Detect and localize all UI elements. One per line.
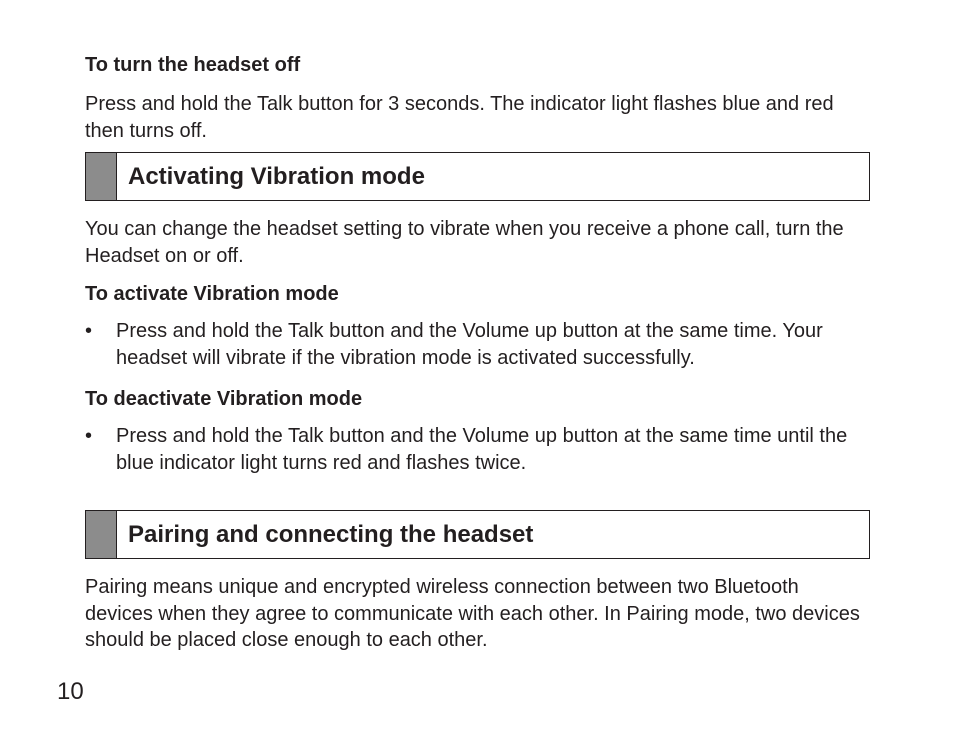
page-number: 10: [57, 678, 84, 705]
deactivate-vibration-heading: To deactivate Vibration mode: [85, 388, 363, 410]
activate-vibration-step: Press and hold the Talk button and the Volume up button at the same time. Your headset will vibrate if the vibration mode is activated successfully.: [116, 320, 823, 369]
turn-off-body: Press and hold the Talk button for 3 seconds. The indicator light flashes blue and red then turns off.: [85, 93, 834, 142]
bullet: •: [85, 320, 93, 342]
bullet: •: [85, 425, 93, 447]
turn-off-heading: To turn the headset off: [85, 54, 301, 76]
deactivate-vibration-list-item: [85, 423, 870, 476]
pairing-section-header: [85, 510, 870, 559]
activate-vibration-heading: To activate Vibration mode: [85, 283, 339, 305]
section-marker: [86, 511, 117, 558]
pairing-body: Pairing means unique and encrypted wireless connection between two Bluetooth devices when they agree to communicate with each other. In Pairing mode, two devices should be placed close enough to each other.: [85, 576, 860, 651]
vibration-section-header: [85, 152, 870, 201]
section-marker: [86, 153, 117, 200]
activate-vibration-list-item: [85, 318, 870, 371]
pairing-section-title: Pairing and connecting the headset: [128, 520, 534, 548]
vibration-section-title: Activating Vibration mode: [128, 162, 425, 190]
deactivate-vibration-step: Press and hold the Talk button and the Volume up button at the same time until the blue indicator light turns red and flashes twice.: [116, 425, 848, 474]
vibration-intro: You can change the headset setting to vibrate when you receive a phone call, turn the Headset on or off.: [85, 218, 844, 267]
